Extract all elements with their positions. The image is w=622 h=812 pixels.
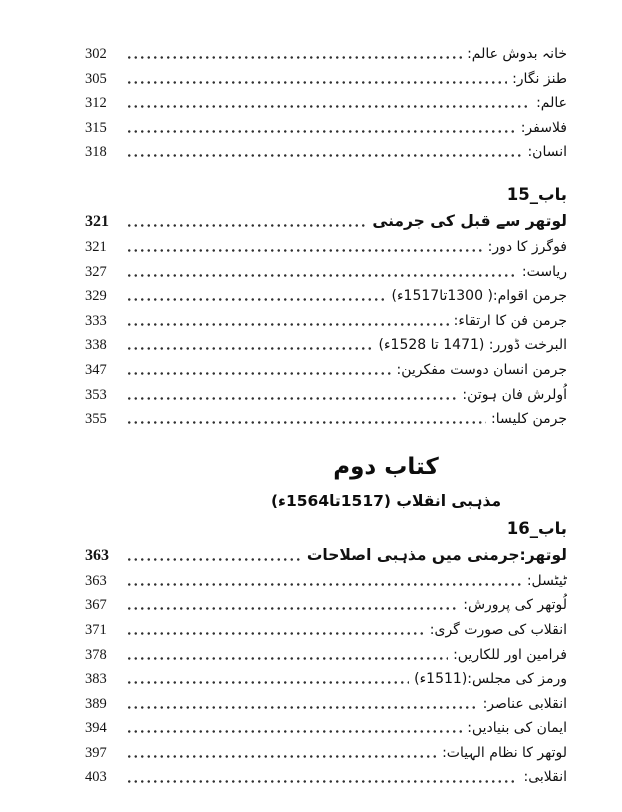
- toc-section-chapter-16: [85, 569, 567, 790]
- page-number: 321: [85, 212, 109, 230]
- page-number: 312: [85, 95, 107, 112]
- entry-title: جرمن فن کا ارتقاء:: [453, 312, 567, 329]
- toc-entry-row: [85, 383, 567, 408]
- entry-title: انقلاب کی صورت گری:: [429, 621, 567, 638]
- dot-leader: [126, 593, 458, 618]
- entry-title: ریاست:: [521, 263, 567, 280]
- toc-entry-row: [85, 358, 567, 383]
- entry-title: خانہ بدوش عالم:: [467, 46, 567, 62]
- dot-leader: [126, 692, 478, 717]
- book-two-heading: [205, 448, 567, 516]
- dot-leader: [126, 358, 392, 383]
- page-number: 403: [85, 769, 107, 786]
- page-number: 397: [85, 744, 107, 761]
- entry-title: انقلابی عناصر:: [482, 695, 567, 712]
- page-number: 327: [85, 263, 107, 280]
- toc-entry-row: [85, 42, 567, 67]
- page-number: 383: [85, 671, 107, 688]
- entry-title: جرمن کلیسا:: [491, 411, 567, 428]
- chapter-16-title: لوتھر:جرمنی میں مذہبی اصلاحات: [306, 545, 567, 564]
- page-number: 371: [85, 621, 107, 638]
- toc-entry-row: [85, 716, 567, 741]
- toc-entry-row: [85, 260, 567, 285]
- toc-entry-row: [85, 140, 567, 165]
- entry-title: فلاسفر:: [520, 119, 567, 136]
- dot-leader: [126, 741, 437, 766]
- dot-leader: [126, 333, 374, 358]
- dot-leader: [126, 116, 516, 141]
- page-number: 363: [85, 572, 107, 589]
- dot-leader: [126, 542, 302, 569]
- entry-title: اُولرش فان ہوتن:: [462, 386, 567, 403]
- entry-title: ایمان کی بنیادیں:: [467, 720, 567, 737]
- chapter-15-title: لوتھر سے قبل کی جرمنی: [372, 211, 567, 230]
- toc-entry-row: [85, 765, 567, 790]
- entry-title: ٹیٹسل:: [526, 572, 567, 589]
- page-number: 333: [85, 312, 107, 329]
- entry-title: عالم:: [536, 95, 567, 112]
- page-number: 321: [85, 238, 107, 255]
- toc-entry-row: [85, 309, 567, 334]
- page-number: 394: [85, 720, 107, 737]
- page-number: 367: [85, 597, 107, 614]
- chapter-15-heading: باب_15: [506, 184, 567, 204]
- page-number: 305: [85, 70, 107, 87]
- dot-leader: [126, 208, 367, 235]
- toc-entry-row: [85, 569, 567, 594]
- page-number: 302: [85, 46, 107, 62]
- dot-leader: [126, 618, 425, 643]
- toc-entry-row: [85, 618, 567, 643]
- toc-entry-row: [85, 333, 567, 358]
- entry-title: طنز نگار:: [512, 70, 567, 87]
- dot-leader: [126, 383, 457, 408]
- entry-title: فرامین اور للکاریں:: [453, 646, 567, 663]
- dot-leader: [126, 140, 522, 165]
- page-number: 347: [85, 361, 107, 378]
- dot-leader: [126, 284, 387, 309]
- page-number: 389: [85, 695, 107, 712]
- page-number: 318: [85, 144, 107, 161]
- page-number: 315: [85, 119, 107, 136]
- dot-leader: [126, 407, 486, 432]
- toc-section-chapter-15: [85, 235, 567, 432]
- toc-entry-row: [85, 284, 567, 309]
- entry-title: فوگرز کا دور:: [487, 238, 567, 255]
- toc-entry-row: [85, 116, 567, 141]
- toc-entry-row: [85, 91, 567, 116]
- page-number: 338: [85, 337, 107, 354]
- dot-leader: [126, 716, 462, 741]
- toc-entry-row: [85, 643, 567, 668]
- dot-leader: [126, 309, 449, 334]
- toc-entry-row: [85, 741, 567, 766]
- toc-section-top: [85, 42, 567, 165]
- entry-title: لوتھر کا نظام الہیات:: [442, 744, 567, 761]
- book-two-subtitle: مذہبی انقلاب (1517تا1564ء): [270, 491, 502, 510]
- dot-leader: [126, 643, 448, 668]
- dot-leader: [126, 765, 518, 790]
- page-number: 355: [85, 411, 107, 428]
- dot-leader: [126, 260, 517, 285]
- dot-leader: [126, 67, 507, 92]
- entry-title: لُوتھر کی پرورش:: [463, 597, 567, 614]
- chapter-15-title-row: [85, 208, 567, 235]
- page-number: 329: [85, 288, 107, 305]
- toc-entry-row: [85, 593, 567, 618]
- page-number: 363: [85, 546, 109, 564]
- toc-entry-row: [85, 667, 567, 692]
- toc-entry-row: [85, 235, 567, 260]
- entry-title: البرخت ڈورر: (1471 تا 1528ء): [378, 337, 567, 354]
- entry-title: جرمن اقوام:( 1300تا1517ء): [391, 288, 567, 305]
- dot-leader: [126, 42, 462, 67]
- chapter-16-title-row: [85, 542, 567, 569]
- toc-content-column: [85, 0, 567, 790]
- chapter-16-heading: باب_16: [506, 518, 567, 538]
- toc-entry-row: [85, 67, 567, 92]
- entry-title: انقلابی:: [523, 769, 567, 786]
- dot-leader: [126, 667, 409, 692]
- dot-leader: [126, 235, 483, 260]
- page-number: 378: [85, 646, 107, 663]
- page-number: 353: [85, 386, 107, 403]
- entry-title: ورمز کی مجلس:(1511ء): [414, 671, 567, 688]
- book-two-title: کتاب دوم: [333, 453, 439, 480]
- dot-leader: [126, 91, 531, 116]
- entry-title: انسان:: [527, 144, 567, 161]
- entry-title: جرمن انسان دوست مفکرین:: [396, 361, 567, 378]
- toc-entry-row: [85, 692, 567, 717]
- toc-entry-row: [85, 407, 567, 432]
- dot-leader: [126, 569, 522, 594]
